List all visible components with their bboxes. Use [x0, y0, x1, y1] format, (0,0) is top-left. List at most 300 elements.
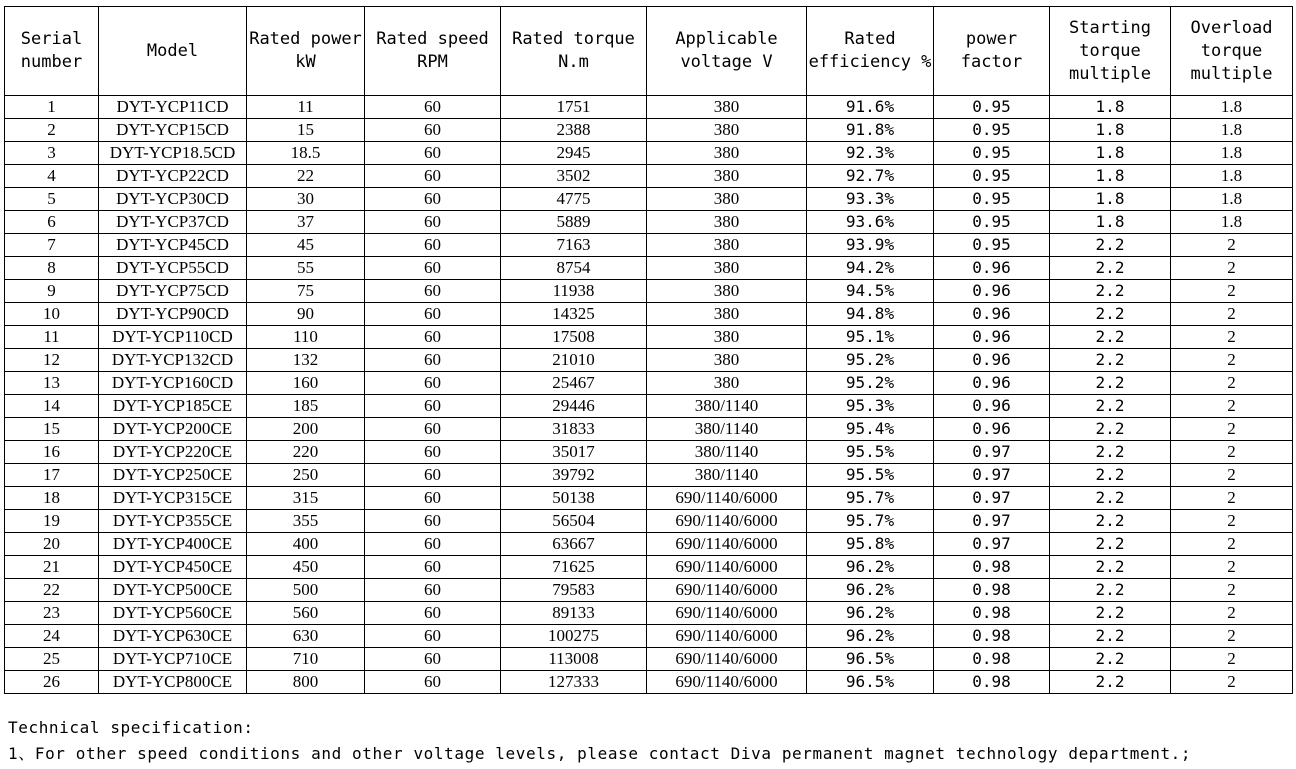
cell-applicable-voltage: 690/1140/6000: [647, 510, 807, 533]
cell-overload-torque-multiple: 2: [1171, 487, 1293, 510]
table-row: [5, 464, 1293, 487]
cell-power-factor: 0.98: [934, 625, 1050, 648]
table-row: [5, 326, 1293, 349]
cell-overload-torque-multiple: 2: [1171, 671, 1293, 694]
cell-power-factor: 0.95: [934, 211, 1050, 234]
cell-serial-number: 16: [5, 441, 99, 464]
cell-overload-torque-multiple: 2: [1171, 234, 1293, 257]
cell-power-factor: 0.96: [934, 395, 1050, 418]
cell-rated-torque: 127333: [501, 671, 647, 694]
cell-serial-number: 20: [5, 533, 99, 556]
cell-serial-number: 5: [5, 188, 99, 211]
cell-rated-torque: 11938: [501, 280, 647, 303]
cell-model: DYT-YCP160CD: [99, 372, 247, 395]
cell-rated-efficiency: 94.2%: [807, 257, 934, 280]
cell-rated-efficiency: 92.3%: [807, 142, 934, 165]
cell-starting-torque-multiple: 2.2: [1050, 418, 1171, 441]
cell-rated-torque: 4775: [501, 188, 647, 211]
cell-serial-number: 17: [5, 464, 99, 487]
cell-rated-power: 630: [247, 625, 365, 648]
cell-starting-torque-multiple: 1.8: [1050, 96, 1171, 119]
cell-power-factor: 0.98: [934, 556, 1050, 579]
table-row: [5, 188, 1293, 211]
cell-starting-torque-multiple: 2.2: [1050, 349, 1171, 372]
cell-applicable-voltage: 690/1140/6000: [647, 556, 807, 579]
cell-applicable-voltage: 690/1140/6000: [647, 625, 807, 648]
cell-starting-torque-multiple: 2.2: [1050, 372, 1171, 395]
cell-rated-power: 220: [247, 441, 365, 464]
cell-model: DYT-YCP11CD: [99, 96, 247, 119]
cell-rated-torque: 71625: [501, 556, 647, 579]
table-row: [5, 234, 1293, 257]
cell-serial-number: 11: [5, 326, 99, 349]
cell-applicable-voltage: 690/1140/6000: [647, 487, 807, 510]
cell-overload-torque-multiple: 2: [1171, 349, 1293, 372]
cell-rated-speed: 60: [365, 418, 501, 441]
cell-starting-torque-multiple: 1.8: [1050, 142, 1171, 165]
cell-model: DYT-YCP110CD: [99, 326, 247, 349]
table-row: [5, 487, 1293, 510]
cell-rated-speed: 60: [365, 96, 501, 119]
cell-model: DYT-YCP22CD: [99, 165, 247, 188]
cell-power-factor: 0.98: [934, 579, 1050, 602]
cell-rated-power: 110: [247, 326, 365, 349]
cell-power-factor: 0.96: [934, 280, 1050, 303]
cell-rated-torque: 31833: [501, 418, 647, 441]
cell-rated-efficiency: 96.2%: [807, 579, 934, 602]
cell-rated-efficiency: 96.5%: [807, 671, 934, 694]
cell-rated-speed: 60: [365, 349, 501, 372]
cell-overload-torque-multiple: 2: [1171, 395, 1293, 418]
cell-rated-power: 800: [247, 671, 365, 694]
table-row: [5, 648, 1293, 671]
table-row: [5, 303, 1293, 326]
cell-rated-speed: 60: [365, 372, 501, 395]
cell-model: DYT-YCP185CE: [99, 395, 247, 418]
cell-rated-speed: 60: [365, 211, 501, 234]
table-row: [5, 280, 1293, 303]
cell-model: DYT-YCP37CD: [99, 211, 247, 234]
cell-rated-power: 45: [247, 234, 365, 257]
cell-overload-torque-multiple: 2: [1171, 510, 1293, 533]
table-row: [5, 671, 1293, 694]
cell-serial-number: 21: [5, 556, 99, 579]
cell-model: DYT-YCP630CE: [99, 625, 247, 648]
cell-serial-number: 3: [5, 142, 99, 165]
table-row: [5, 556, 1293, 579]
cell-rated-power: 355: [247, 510, 365, 533]
cell-rated-efficiency: 95.5%: [807, 441, 934, 464]
cell-applicable-voltage: 690/1140/6000: [647, 602, 807, 625]
cell-serial-number: 4: [5, 165, 99, 188]
cell-applicable-voltage: 380: [647, 211, 807, 234]
table-row: [5, 602, 1293, 625]
cell-applicable-voltage: 690/1140/6000: [647, 579, 807, 602]
cell-rated-speed: 60: [365, 395, 501, 418]
cell-power-factor: 0.96: [934, 372, 1050, 395]
cell-model: DYT-YCP220CE: [99, 441, 247, 464]
cell-model: DYT-YCP450CE: [99, 556, 247, 579]
cell-applicable-voltage: 380/1140: [647, 441, 807, 464]
cell-rated-speed: 60: [365, 510, 501, 533]
cell-rated-power: 560: [247, 602, 365, 625]
cell-overload-torque-multiple: 2: [1171, 533, 1293, 556]
cell-overload-torque-multiple: 2: [1171, 257, 1293, 280]
cell-model: DYT-YCP18.5CD: [99, 142, 247, 165]
header-serial-number: Serial number: [5, 7, 99, 96]
table-row: [5, 625, 1293, 648]
cell-power-factor: 0.98: [934, 671, 1050, 694]
cell-rated-speed: 60: [365, 257, 501, 280]
cell-model: DYT-YCP355CE: [99, 510, 247, 533]
cell-rated-torque: 100275: [501, 625, 647, 648]
cell-rated-speed: 60: [365, 533, 501, 556]
cell-rated-torque: 113008: [501, 648, 647, 671]
cell-overload-torque-multiple: 2: [1171, 418, 1293, 441]
cell-rated-speed: 60: [365, 602, 501, 625]
table-row: [5, 119, 1293, 142]
table-row: [5, 96, 1293, 119]
cell-rated-efficiency: 96.2%: [807, 625, 934, 648]
cell-rated-torque: 17508: [501, 326, 647, 349]
header-power-factor: power factor: [934, 7, 1050, 96]
table-body: [5, 96, 1293, 694]
cell-rated-torque: 63667: [501, 533, 647, 556]
cell-serial-number: 19: [5, 510, 99, 533]
technical-spec-title: Technical specification:: [8, 718, 254, 737]
cell-rated-power: 132: [247, 349, 365, 372]
cell-overload-torque-multiple: 2: [1171, 648, 1293, 671]
cell-serial-number: 25: [5, 648, 99, 671]
cell-applicable-voltage: 690/1140/6000: [647, 648, 807, 671]
cell-rated-efficiency: 96.2%: [807, 602, 934, 625]
cell-applicable-voltage: 380/1140: [647, 418, 807, 441]
cell-serial-number: 8: [5, 257, 99, 280]
cell-power-factor: 0.95: [934, 119, 1050, 142]
cell-serial-number: 12: [5, 349, 99, 372]
cell-rated-efficiency: 92.7%: [807, 165, 934, 188]
cell-applicable-voltage: 380/1140: [647, 464, 807, 487]
table-row: [5, 142, 1293, 165]
cell-rated-power: 11: [247, 96, 365, 119]
cell-rated-power: 75: [247, 280, 365, 303]
table-row: [5, 510, 1293, 533]
cell-serial-number: 10: [5, 303, 99, 326]
cell-applicable-voltage: 690/1140/6000: [647, 533, 807, 556]
cell-rated-power: 18.5: [247, 142, 365, 165]
cell-applicable-voltage: 380: [647, 372, 807, 395]
cell-rated-torque: 25467: [501, 372, 647, 395]
cell-starting-torque-multiple: 1.8: [1050, 188, 1171, 211]
cell-starting-torque-multiple: 2.2: [1050, 579, 1171, 602]
cell-starting-torque-multiple: 2.2: [1050, 464, 1171, 487]
table-row: [5, 441, 1293, 464]
cell-applicable-voltage: 380: [647, 326, 807, 349]
header-rated-efficiency: Rated efficiency %: [807, 7, 934, 96]
cell-starting-torque-multiple: 2.2: [1050, 326, 1171, 349]
cell-serial-number: 9: [5, 280, 99, 303]
cell-applicable-voltage: 380: [647, 303, 807, 326]
cell-rated-efficiency: 95.7%: [807, 487, 934, 510]
cell-starting-torque-multiple: 2.2: [1050, 280, 1171, 303]
cell-power-factor: 0.97: [934, 533, 1050, 556]
header-overload-torque-multiple: Overload torque multiple: [1171, 7, 1293, 96]
cell-model: DYT-YCP200CE: [99, 418, 247, 441]
cell-rated-efficiency: 94.8%: [807, 303, 934, 326]
cell-overload-torque-multiple: 1.8: [1171, 165, 1293, 188]
cell-overload-torque-multiple: 1.8: [1171, 96, 1293, 119]
cell-power-factor: 0.98: [934, 648, 1050, 671]
cell-serial-number: 22: [5, 579, 99, 602]
cell-rated-power: 30: [247, 188, 365, 211]
cell-serial-number: 7: [5, 234, 99, 257]
cell-rated-speed: 60: [365, 579, 501, 602]
cell-model: DYT-YCP15CD: [99, 119, 247, 142]
cell-rated-efficiency: 91.6%: [807, 96, 934, 119]
cell-rated-power: 90: [247, 303, 365, 326]
cell-power-factor: 0.95: [934, 96, 1050, 119]
cell-rated-torque: 2945: [501, 142, 647, 165]
cell-rated-speed: 60: [365, 625, 501, 648]
cell-power-factor: 0.97: [934, 441, 1050, 464]
cell-serial-number: 26: [5, 671, 99, 694]
cell-rated-efficiency: 91.8%: [807, 119, 934, 142]
cell-power-factor: 0.97: [934, 464, 1050, 487]
cell-starting-torque-multiple: 2.2: [1050, 487, 1171, 510]
cell-rated-torque: 8754: [501, 257, 647, 280]
cell-starting-torque-multiple: 2.2: [1050, 625, 1171, 648]
cell-rated-speed: 60: [365, 671, 501, 694]
cell-rated-speed: 60: [365, 280, 501, 303]
cell-serial-number: 18: [5, 487, 99, 510]
cell-starting-torque-multiple: 2.2: [1050, 602, 1171, 625]
cell-applicable-voltage: 690/1140/6000: [647, 671, 807, 694]
cell-rated-speed: 60: [365, 188, 501, 211]
cell-overload-torque-multiple: 1.8: [1171, 188, 1293, 211]
cell-power-factor: 0.96: [934, 257, 1050, 280]
cell-serial-number: 14: [5, 395, 99, 418]
cell-overload-torque-multiple: 1.8: [1171, 142, 1293, 165]
cell-starting-torque-multiple: 2.2: [1050, 533, 1171, 556]
cell-model: DYT-YCP55CD: [99, 257, 247, 280]
cell-power-factor: 0.95: [934, 165, 1050, 188]
cell-power-factor: 0.95: [934, 142, 1050, 165]
cell-rated-torque: 5889: [501, 211, 647, 234]
table-row: [5, 533, 1293, 556]
header-rated-power: Rated power kW: [247, 7, 365, 96]
header-applicable-voltage: Applicable voltage V: [647, 7, 807, 96]
cell-serial-number: 1: [5, 96, 99, 119]
cell-overload-torque-multiple: 2: [1171, 556, 1293, 579]
cell-starting-torque-multiple: 2.2: [1050, 510, 1171, 533]
cell-model: DYT-YCP560CE: [99, 602, 247, 625]
cell-rated-power: 15: [247, 119, 365, 142]
cell-starting-torque-multiple: 2.2: [1050, 395, 1171, 418]
cell-power-factor: 0.96: [934, 418, 1050, 441]
cell-serial-number: 6: [5, 211, 99, 234]
cell-power-factor: 0.96: [934, 326, 1050, 349]
cell-model: DYT-YCP400CE: [99, 533, 247, 556]
cell-rated-power: 37: [247, 211, 365, 234]
cell-power-factor: 0.97: [934, 487, 1050, 510]
cell-serial-number: 13: [5, 372, 99, 395]
cell-rated-speed: 60: [365, 303, 501, 326]
cell-rated-torque: 2388: [501, 119, 647, 142]
cell-rated-speed: 60: [365, 165, 501, 188]
cell-rated-torque: 56504: [501, 510, 647, 533]
table-row: [5, 418, 1293, 441]
header-model: Model: [99, 7, 247, 96]
cell-rated-power: 160: [247, 372, 365, 395]
cell-rated-efficiency: 95.2%: [807, 349, 934, 372]
cell-rated-power: 450: [247, 556, 365, 579]
cell-rated-efficiency: 93.9%: [807, 234, 934, 257]
cell-serial-number: 24: [5, 625, 99, 648]
cell-rated-power: 315: [247, 487, 365, 510]
table-row: [5, 395, 1293, 418]
cell-applicable-voltage: 380: [647, 257, 807, 280]
cell-rated-speed: 60: [365, 648, 501, 671]
header-rated-speed: Rated speed RPM: [365, 7, 501, 96]
cell-rated-speed: 60: [365, 556, 501, 579]
cell-rated-torque: 14325: [501, 303, 647, 326]
cell-rated-speed: 60: [365, 326, 501, 349]
cell-applicable-voltage: 380: [647, 280, 807, 303]
cell-starting-torque-multiple: 2.2: [1050, 556, 1171, 579]
cell-rated-efficiency: 94.5%: [807, 280, 934, 303]
cell-rated-power: 400: [247, 533, 365, 556]
cell-rated-speed: 60: [365, 119, 501, 142]
cell-model: DYT-YCP800CE: [99, 671, 247, 694]
spec-table: [4, 6, 1293, 694]
cell-starting-torque-multiple: 2.2: [1050, 234, 1171, 257]
cell-rated-efficiency: 95.8%: [807, 533, 934, 556]
cell-rated-torque: 21010: [501, 349, 647, 372]
cell-rated-efficiency: 93.3%: [807, 188, 934, 211]
cell-model: DYT-YCP90CD: [99, 303, 247, 326]
cell-rated-efficiency: 95.3%: [807, 395, 934, 418]
cell-applicable-voltage: 380: [647, 188, 807, 211]
technical-spec-note-1: 1、For other speed conditions and other voltage levels, please contact Diva permanent magnet technology department.;: [8, 744, 1192, 763]
cell-overload-torque-multiple: 1.8: [1171, 211, 1293, 234]
cell-rated-torque: 79583: [501, 579, 647, 602]
cell-rated-efficiency: 95.5%: [807, 464, 934, 487]
cell-starting-torque-multiple: 1.8: [1050, 119, 1171, 142]
cell-applicable-voltage: 380: [647, 234, 807, 257]
cell-rated-power: 200: [247, 418, 365, 441]
cell-rated-speed: 60: [365, 441, 501, 464]
header-rated-torque: Rated torque N.m: [501, 7, 647, 96]
table-row: [5, 257, 1293, 280]
cell-rated-efficiency: 95.1%: [807, 326, 934, 349]
cell-applicable-voltage: 380/1140: [647, 395, 807, 418]
cell-rated-speed: 60: [365, 487, 501, 510]
cell-starting-torque-multiple: 2.2: [1050, 303, 1171, 326]
cell-rated-power: 185: [247, 395, 365, 418]
cell-applicable-voltage: 380: [647, 142, 807, 165]
cell-power-factor: 0.96: [934, 349, 1050, 372]
cell-model: DYT-YCP500CE: [99, 579, 247, 602]
cell-rated-efficiency: 96.2%: [807, 556, 934, 579]
cell-rated-efficiency: 96.5%: [807, 648, 934, 671]
header-row: [5, 7, 1293, 96]
cell-applicable-voltage: 380: [647, 165, 807, 188]
cell-power-factor: 0.96: [934, 303, 1050, 326]
cell-overload-torque-multiple: 2: [1171, 602, 1293, 625]
cell-overload-torque-multiple: 1.8: [1171, 119, 1293, 142]
cell-overload-torque-multiple: 2: [1171, 372, 1293, 395]
cell-starting-torque-multiple: 1.8: [1050, 165, 1171, 188]
cell-serial-number: 15: [5, 418, 99, 441]
cell-overload-torque-multiple: 2: [1171, 280, 1293, 303]
cell-overload-torque-multiple: 2: [1171, 579, 1293, 602]
cell-model: DYT-YCP315CE: [99, 487, 247, 510]
cell-power-factor: 0.98: [934, 602, 1050, 625]
cell-rated-speed: 60: [365, 234, 501, 257]
cell-rated-efficiency: 95.7%: [807, 510, 934, 533]
cell-rated-power: 250: [247, 464, 365, 487]
cell-rated-torque: 50138: [501, 487, 647, 510]
table-row: [5, 579, 1293, 602]
cell-overload-torque-multiple: 2: [1171, 303, 1293, 326]
cell-model: DYT-YCP250CE: [99, 464, 247, 487]
cell-model: DYT-YCP710CE: [99, 648, 247, 671]
header-starting-torque-multiple: Starting torque multiple: [1050, 7, 1171, 96]
cell-starting-torque-multiple: 1.8: [1050, 211, 1171, 234]
cell-rated-efficiency: 95.2%: [807, 372, 934, 395]
cell-rated-torque: 7163: [501, 234, 647, 257]
cell-overload-torque-multiple: 2: [1171, 625, 1293, 648]
cell-applicable-voltage: 380: [647, 119, 807, 142]
cell-serial-number: 23: [5, 602, 99, 625]
cell-overload-torque-multiple: 2: [1171, 464, 1293, 487]
table-row: [5, 165, 1293, 188]
cell-model: DYT-YCP75CD: [99, 280, 247, 303]
cell-power-factor: 0.97: [934, 510, 1050, 533]
cell-model: DYT-YCP132CD: [99, 349, 247, 372]
cell-rated-power: 55: [247, 257, 365, 280]
cell-rated-torque: 89133: [501, 602, 647, 625]
cell-rated-torque: 29446: [501, 395, 647, 418]
cell-starting-torque-multiple: 2.2: [1050, 257, 1171, 280]
cell-model: DYT-YCP30CD: [99, 188, 247, 211]
table-row: [5, 372, 1293, 395]
cell-starting-torque-multiple: 2.2: [1050, 441, 1171, 464]
cell-rated-speed: 60: [365, 464, 501, 487]
cell-model: DYT-YCP45CD: [99, 234, 247, 257]
cell-rated-torque: 1751: [501, 96, 647, 119]
table-row: [5, 349, 1293, 372]
cell-rated-torque: 39792: [501, 464, 647, 487]
cell-rated-power: 22: [247, 165, 365, 188]
table-row: [5, 211, 1293, 234]
cell-serial-number: 2: [5, 119, 99, 142]
cell-applicable-voltage: 380: [647, 349, 807, 372]
cell-overload-torque-multiple: 2: [1171, 326, 1293, 349]
cell-starting-torque-multiple: 2.2: [1050, 648, 1171, 671]
cell-rated-speed: 60: [365, 142, 501, 165]
cell-power-factor: 0.95: [934, 188, 1050, 211]
cell-power-factor: 0.95: [934, 234, 1050, 257]
cell-applicable-voltage: 380: [647, 96, 807, 119]
cell-rated-efficiency: 95.4%: [807, 418, 934, 441]
cell-rated-torque: 3502: [501, 165, 647, 188]
cell-rated-torque: 35017: [501, 441, 647, 464]
cell-overload-torque-multiple: 2: [1171, 441, 1293, 464]
cell-starting-torque-multiple: 2.2: [1050, 671, 1171, 694]
cell-rated-power: 710: [247, 648, 365, 671]
cell-rated-power: 500: [247, 579, 365, 602]
